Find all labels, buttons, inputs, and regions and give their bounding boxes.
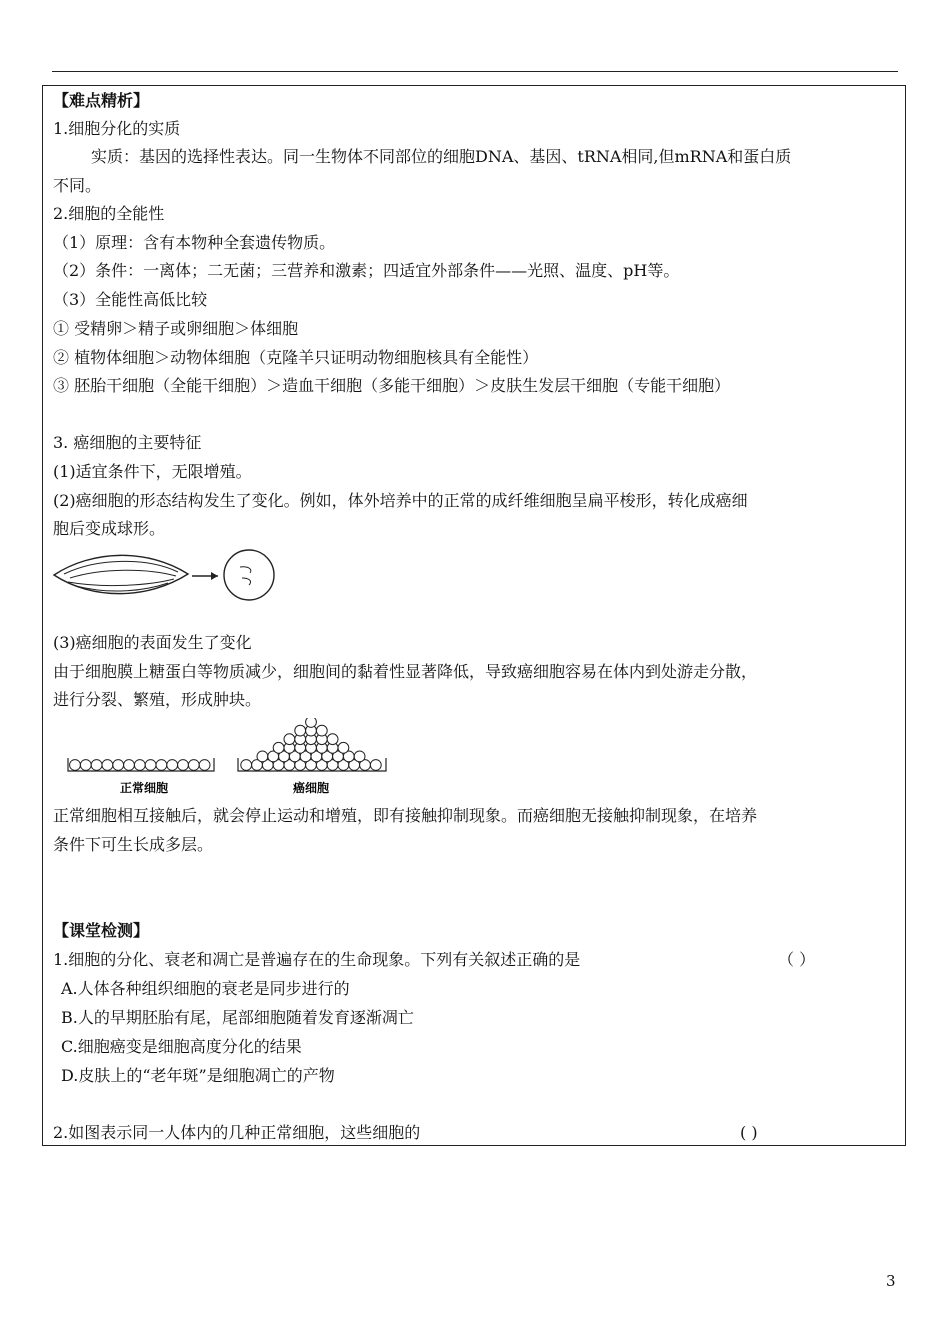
- cancer-cell: [338, 742, 349, 753]
- item2-principle: （1）原理：含有本物种全套遗传物质。: [53, 233, 336, 252]
- normal-cell-monolayer: [68, 758, 214, 771]
- item3-p3a: 由于细胞膜上糖蛋白等物质减少，细胞间的黏着性显著降低，导致癌细胞容易在体内到处游走分散，: [53, 662, 758, 681]
- cancer-cell: [316, 725, 327, 736]
- cancer-cell: [284, 734, 295, 745]
- question-1-answer-blank[interactable]: （ ）: [778, 950, 816, 969]
- normal-cell: [134, 760, 145, 771]
- item3-p3b: 进行分裂、繁殖，形成肿块。: [53, 690, 262, 709]
- question-2-answer-blank[interactable]: ( ): [740, 1123, 758, 1142]
- item1-body-cont: 不同。: [53, 176, 102, 195]
- cancer-cell: [273, 742, 284, 753]
- item2-compare: （3）全能性高低比较: [53, 290, 208, 309]
- section-heading-quiz: 【课堂检测】: [53, 921, 150, 940]
- question-2: 2.如图表示同一人体内的几种正常细胞，这些细胞的: [53, 1123, 421, 1142]
- item3-title: 3. 癌细胞的主要特征: [53, 433, 202, 452]
- cancer-cell: [354, 751, 365, 762]
- item2-condition: （2）条件：一离体；二无菌；三营养和激素；四适宜外部条件——光照、温度、pH等。: [53, 261, 680, 280]
- cancer-cell-multilayer: [238, 718, 386, 771]
- normal-cell: [113, 760, 124, 771]
- normal-cell: [188, 760, 199, 771]
- round-cell: [224, 550, 274, 600]
- question-1: 1.细胞的分化、衰老和凋亡是普遍存在的生命现象。下列有关叙述正确的是: [53, 950, 581, 969]
- item3-p3: (3)癌细胞的表面发生了变化: [53, 633, 252, 652]
- cancer-cell: [370, 760, 381, 771]
- item2-compare-3: ③ 胚胎干细胞（全能干细胞）＞造血干细胞（多能干细胞）＞皮肤生发层干细胞（专能干细胞）: [53, 376, 731, 395]
- caption-cancer-cells: 癌细胞: [292, 781, 330, 795]
- caption-normal-cells: 正常细胞: [119, 781, 169, 795]
- normal-cell: [167, 760, 178, 771]
- item3-p2: (2)癌细胞的形态结构发生了变化。例如，体外培养中的正常的成纤维细胞呈扁平梭形，转化成癌细: [53, 491, 748, 510]
- item1-title: 1.细胞分化的实质: [53, 119, 181, 138]
- question-1-option-d[interactable]: D.皮肤上的“老年斑”是细胞凋亡的产物: [61, 1066, 335, 1085]
- item3-p4-cont: 条件下可生长成多层。: [53, 835, 214, 854]
- cancer-cell: [306, 718, 317, 727]
- cancer-cell: [241, 760, 252, 771]
- cancer-cell: [327, 734, 338, 745]
- header-rule: [52, 71, 898, 72]
- cell-shape-figure: [52, 548, 282, 604]
- section-heading-analysis: 【难点精析】: [53, 91, 150, 110]
- normal-cell: [178, 760, 189, 771]
- normal-cell: [70, 760, 81, 771]
- cancer-cell: [257, 751, 268, 762]
- cell-layer-figure: [64, 718, 394, 798]
- normal-cell: [91, 760, 102, 771]
- item2-compare-1: ① 受精卵＞精子或卵细胞＞体细胞: [53, 319, 299, 338]
- item2-title: 2.细胞的全能性: [53, 204, 165, 223]
- page-number: 3: [886, 1272, 896, 1290]
- question-1-option-b[interactable]: B.人的早期胚胎有尾，尾部细胞随着发育逐渐凋亡: [61, 1008, 414, 1027]
- item1-body: 实质：基因的选择性表达。同一生物体不同部位的细胞DNA、基因、tRNA相同,但mRNA和蛋白质: [91, 147, 792, 166]
- normal-cell: [199, 760, 210, 771]
- item3-p4: 正常细胞相互接触后，就会停止运动和增殖，即有接触抑制现象。而癌细胞无接触抑制现象，在培养: [53, 806, 758, 825]
- normal-cell: [145, 760, 156, 771]
- normal-cell: [156, 760, 167, 771]
- question-1-option-c[interactable]: C.细胞癌变是细胞高度分化的结果: [61, 1037, 302, 1056]
- item2-compare-2: ② 植物体细胞＞动物体细胞（克隆羊只证明动物细胞核具有全能性）: [53, 348, 539, 367]
- normal-cell: [80, 760, 91, 771]
- question-1-option-a[interactable]: A.人体各种组织细胞的衰老是同步进行的: [61, 979, 350, 998]
- normal-cell: [102, 760, 113, 771]
- item3-p1: (1)适宜条件下，无限增殖。: [53, 462, 252, 481]
- normal-cell: [124, 760, 135, 771]
- cancer-cell: [295, 725, 306, 736]
- item3-p2-cont: 胞后变成球形。: [53, 519, 166, 538]
